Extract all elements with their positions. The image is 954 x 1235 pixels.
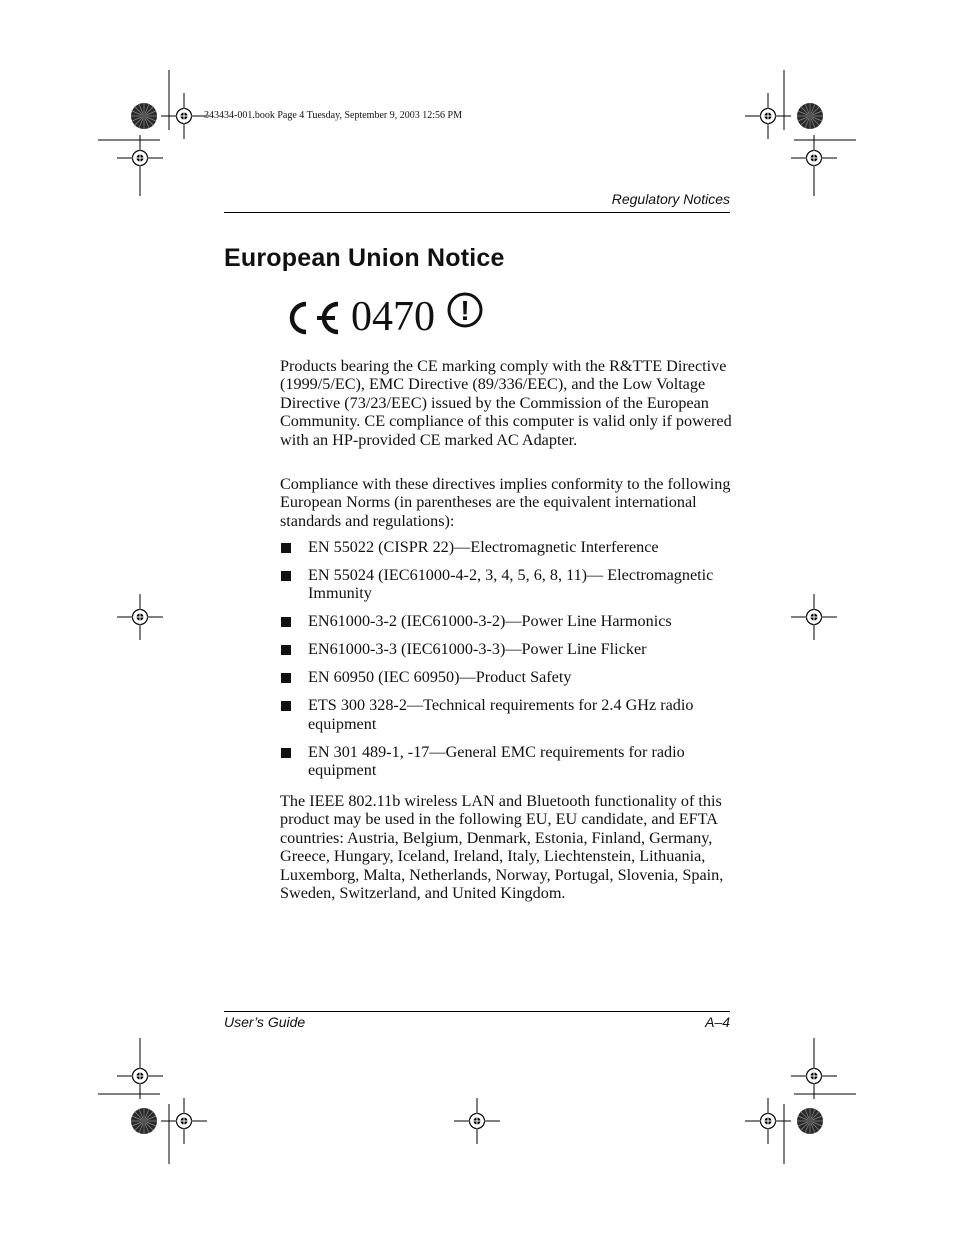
bullet-icon (281, 645, 291, 655)
list-item (280, 538, 732, 556)
print-slug: 343434-001.book Page 4 Tuesday, September 9, 2003 12:56 PM (204, 110, 462, 121)
bullet-icon (281, 748, 291, 758)
header-rule (224, 212, 730, 213)
bullet-icon (281, 673, 291, 683)
list-item-text: ETS 300 328-2—Technical requirements for 2.4 GHz radio equipment (308, 696, 694, 733)
list-item-text: EN61000-3-2 (IEC61000-3-2)—Power Line Harmonics (308, 612, 672, 631)
running-header: Regulatory Notices (611, 191, 730, 207)
paragraph-compliance: Products bearing the CE marking comply with the R&TTE Directive (1999/5/EC), EMC Directive (89/336/EEC), and the Low Voltage Directive (73/23/EEC) issued by the Commission of the European Community. CE compliance of this computer is valid only if powered with an HP-provided CE marked AC Adapter. (280, 357, 732, 449)
paragraph-conformity: Compliance with these directives implies conformity to the following European Norms (in parentheses are the equivalent international standards and regulations): (280, 475, 731, 530)
list-item (280, 696, 732, 733)
norms-list (280, 538, 732, 789)
list-item-text: EN61000-3-3 (IEC61000-3-3)—Power Line Flicker (308, 640, 647, 659)
footer-guide-title: User’s Guide (224, 1014, 306, 1030)
paragraph-wireless-countries: The IEEE 802.11b wireless LAN and Bluetooth functionality of this product may be used in the following EU, EU candidate, and EFTA countries: Austria, Belgium, Denmark, Estonia, Finland, Germany, Greece, Hungary, Iceland, Ireland, Italy, Liechtenstein, Lithuania, Luxemborg, Malta, Netherlands, Norway, Portugal, Slovenia, Spain, Sweden, Switzerland, and United Kingdom. (280, 792, 724, 903)
list-item-text: EN 55022 (CISPR 22)—Electromagnetic Interference (308, 538, 659, 556)
list-item (280, 668, 732, 686)
bullet-icon (281, 701, 291, 711)
ce-logo (283, 298, 353, 338)
page-number: A–4 (705, 1014, 730, 1030)
list-item (280, 743, 732, 780)
footer-rule (224, 1011, 730, 1012)
list-item-text: EN 60950 (IEC 60950)—Product Safety (308, 668, 572, 687)
list-item (280, 566, 732, 603)
bullet-icon (281, 617, 291, 627)
alert-symbol: ! (460, 295, 470, 326)
list-item-text: EN 55024 (IEC61000-4-2, 3, 4, 5, 6, 8, 11)— Electromagnetic Immunity (308, 566, 714, 603)
bullet-icon (281, 571, 291, 581)
list-item (280, 612, 732, 630)
list-item-text: EN 301 489-1, -17—General EMC requirements for radio equipment (308, 742, 685, 780)
alert-icon (443, 292, 487, 328)
bullet-icon (281, 543, 291, 553)
ce-mark (283, 290, 493, 342)
list-item (280, 640, 732, 658)
section-title: European Union Notice (224, 244, 505, 272)
notified-body-number: 0470 (351, 294, 435, 340)
